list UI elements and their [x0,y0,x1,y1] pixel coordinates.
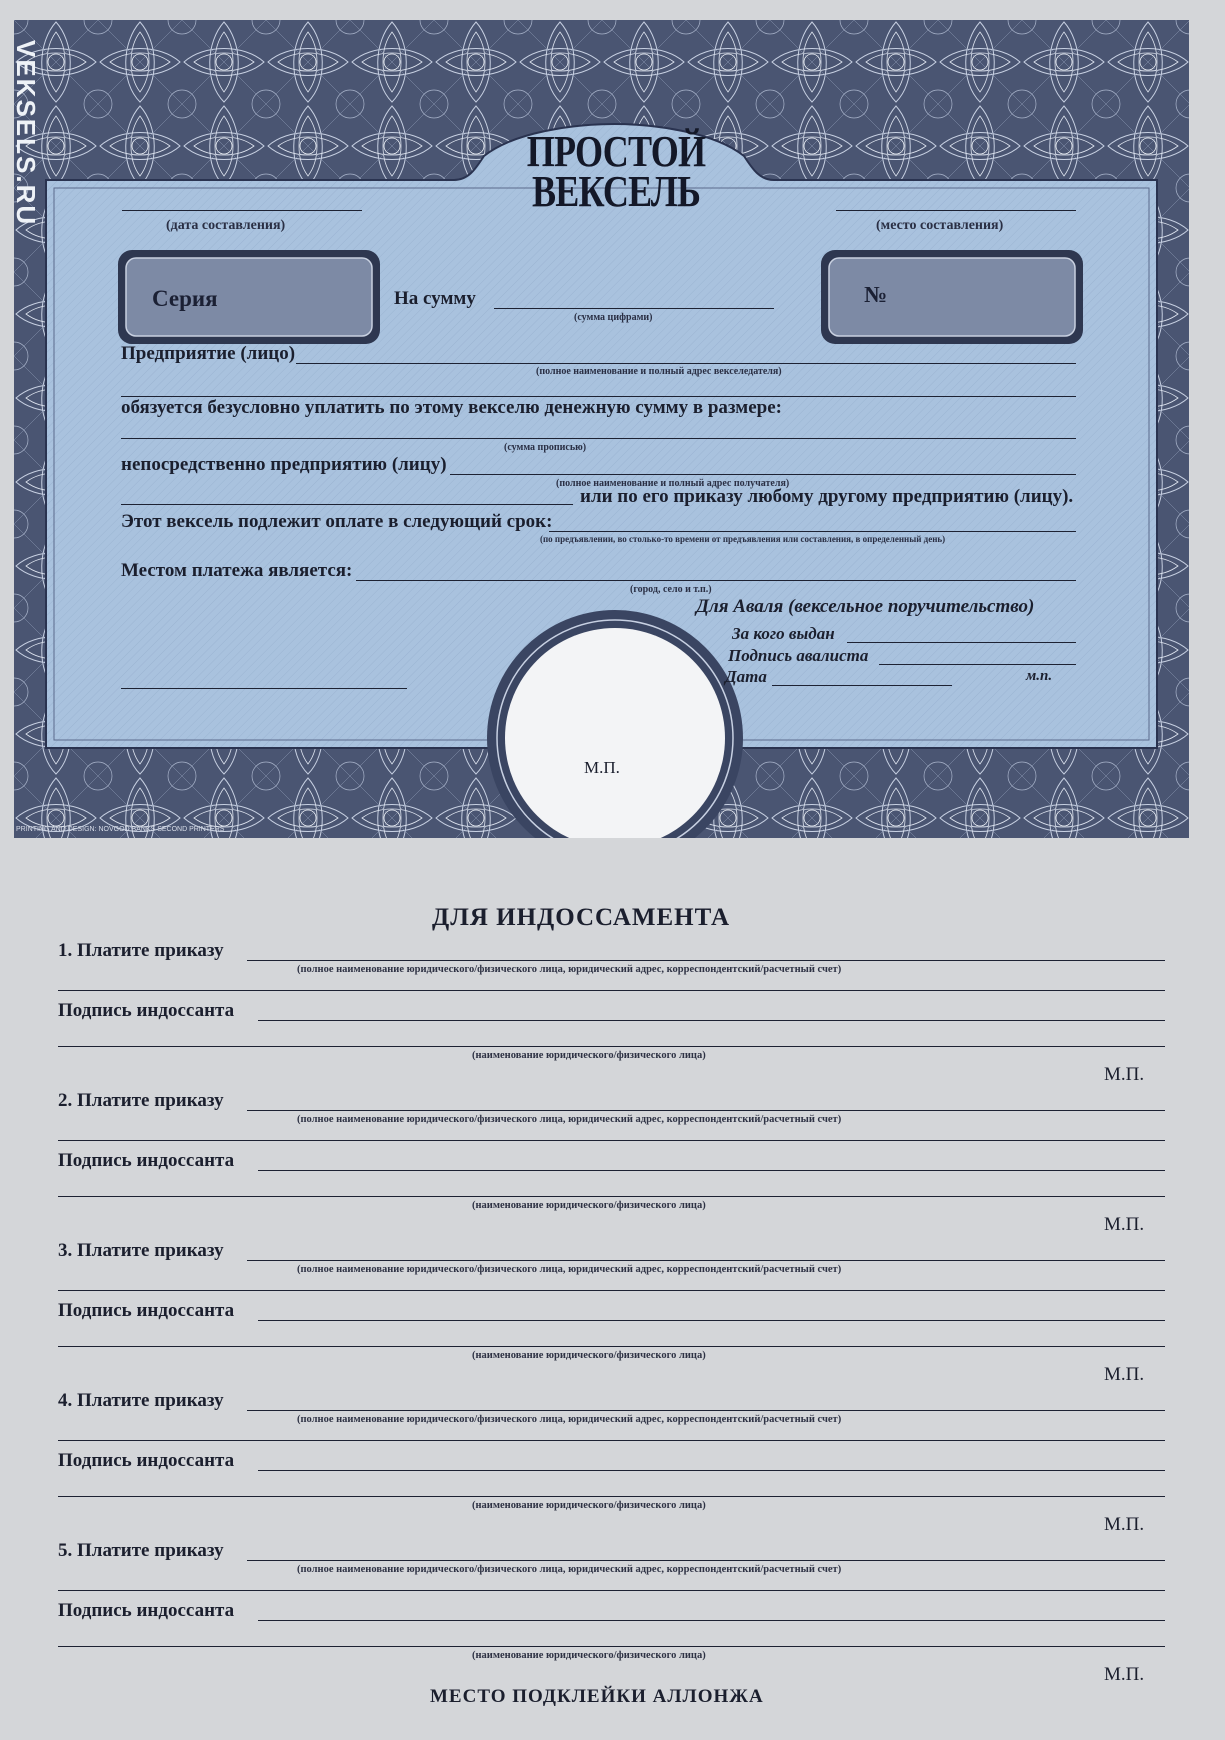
pay-order-label [58,1540,224,1562]
signature-field-2[interactable] [58,1646,1165,1647]
enterprise-label: Предприятие (лицо) [121,343,296,364]
endorsement-heading: ДЛЯ ИНДОССАМЕНТА [432,904,731,931]
amount-words-field[interactable] [121,438,1076,439]
term-caption: (по предъявлении, во столько-то времени от предъявления или составления, в определенный день) [540,534,946,544]
aval-for-field[interactable] [847,642,1076,643]
entry-number: 2 [58,1090,68,1111]
amount-words-caption: (сумма прописью) [504,442,587,453]
watermark-text: VEKSELS.RU [11,40,41,227]
endorsement-mp: М.П. [1104,1664,1145,1685]
pay-order-caption: (полное наименование юридического/физического лица, юридический адрес, корреспондентский/расчетный счет) [297,1114,842,1125]
place-payment-field[interactable] [356,580,1076,581]
signature-label: Подпись индоссанта [58,1300,235,1321]
pay-order-field[interactable] [247,1110,1165,1111]
signature-label: Подпись индоссанта [58,1450,235,1471]
pay-order-field[interactable] [247,1560,1165,1561]
series-label: Серия [152,286,218,311]
pay-order-field[interactable] [247,1410,1165,1411]
printer-note: PRINTING AND DESIGN: NOVGOD BANKS SECOND PRINTERS [16,826,225,833]
pay-order-caption: (полное наименование юридического/физического лица, юридический адрес, корреспондентский/расчетный счет) [297,1564,842,1575]
payee-caption: (полное наименование и полный адрес получателя) [556,478,790,489]
place-payment-label: Местом платежа является: [121,560,353,581]
endorsement-mp: М.П. [1104,1364,1145,1385]
place-payment-caption: (город, село и т.п.) [630,584,712,595]
pay-order-field-2[interactable] [58,1440,1165,1441]
pay-order-field[interactable] [247,1260,1165,1261]
drawer-signature-field[interactable] [121,688,407,689]
pay-order-field-2[interactable] [58,990,1165,991]
allonge-footer: МЕСТО ПОДКЛЕЙКИ АЛЛОНЖА [430,1686,764,1707]
endorsement-section [22,868,1198,1728]
pay-order-text: . Платите приказу [67,1090,224,1111]
pay-order-field[interactable] [247,960,1165,961]
signature-label: Подпись индоссанта [58,1600,235,1621]
pay-order-caption: (полное наименование юридического/физического лица, юридический адрес, корреспондентский/расчетный счет) [297,1264,842,1275]
signature-caption: (наименование юридического/физического лица) [472,1650,706,1661]
payee-field-2[interactable] [121,504,573,505]
signature-caption: (наименование юридического/физического лица) [472,1200,706,1211]
signature-field-2[interactable] [58,1496,1165,1497]
place-caption: (место составления) [876,218,1004,233]
enterprise-field[interactable] [296,363,1076,364]
enterprise-caption: (полное наименование и полный адрес векселедателя) [536,366,782,377]
term-field[interactable] [549,531,1076,532]
aval-signature-field[interactable] [879,664,1076,665]
signature-field-2[interactable] [58,1196,1165,1197]
obligation-text: обязуется безусловно уплатить по этому векселю денежную сумму в размере: [121,397,783,418]
place-field[interactable] [836,210,1076,211]
term-label: Этот вексель подлежит оплате в следующий срок: [121,511,553,532]
order-text: или по его приказу любому другому предприятию (лицу). [580,486,1074,507]
payee-label: непосредственно предприятию (лицу) [121,454,447,475]
signature-field[interactable] [258,1470,1165,1471]
aval-date-field[interactable] [772,685,952,686]
amount-caption: (сумма цифрами) [574,312,653,323]
date-field[interactable] [122,210,362,211]
pay-order-field-2[interactable] [58,1140,1165,1141]
aval-for-label: За кого выдан [732,624,835,643]
pay-order-caption: (полное наименование юридического/физического лица, юридический адрес, корреспондентский/расчетный счет) [297,964,842,975]
bill-title [522,127,711,216]
pay-order-field-2[interactable] [58,1590,1165,1591]
signature-caption: (наименование юридического/физического лица) [472,1350,706,1361]
promissory-note [14,20,1189,838]
entry-number: 1 [58,940,68,961]
number-label: № [864,282,888,307]
entry-number: 4 [58,1390,68,1411]
pay-order-label [58,1240,224,1262]
title-line-1: ПРОСТОЙ [526,127,706,176]
pay-order-label [58,940,224,962]
pay-order-text: . Платите приказу [67,1540,224,1561]
pay-order-text: . Платите приказу [67,940,224,961]
payee-field[interactable] [450,474,1076,475]
signature-caption: (наименование юридического/физического лица) [472,1500,706,1511]
signature-field-2[interactable] [58,1346,1165,1347]
entry-number: 3 [58,1240,68,1261]
pay-order-label [58,1390,224,1412]
endorsement-mp: М.П. [1104,1514,1145,1535]
signature-field-2[interactable] [58,1046,1165,1047]
aval-date-label: Дата [725,667,767,686]
endorsement-mp: М.П. [1104,1064,1145,1085]
pay-order-caption: (полное наименование юридического/физического лица, юридический адрес, корреспондентский/расчетный счет) [297,1414,842,1425]
pay-order-label [58,1090,224,1112]
signature-field[interactable] [258,1170,1165,1171]
aval-title: Для Аваля (вексельное поручительство) [696,596,1035,617]
endorsement-mp: М.П. [1104,1214,1145,1235]
amount-field[interactable] [494,308,774,309]
amount-label: На сумму [394,288,476,309]
signature-label: Подпись индоссанта [58,1150,235,1171]
signature-label: Подпись индоссанта [58,1000,235,1021]
aval-signature-label: Подпись авалиста [728,646,869,665]
signature-caption: (наименование юридического/физического лица) [472,1050,706,1061]
aval-mp: м.п. [1026,668,1053,684]
date-caption: (дата составления) [166,218,286,233]
signature-field[interactable] [258,1320,1165,1321]
entry-number: 5 [58,1540,68,1561]
pay-order-field-2[interactable] [58,1290,1165,1291]
title-line-2: ВЕКСЕЛЬ [531,167,701,216]
signature-field[interactable] [258,1020,1165,1021]
signature-field[interactable] [258,1620,1165,1621]
seal-mp: М.П. [584,758,620,777]
pay-order-text: . Платите приказу [67,1390,224,1411]
pay-order-text: . Платите приказу [67,1240,224,1261]
